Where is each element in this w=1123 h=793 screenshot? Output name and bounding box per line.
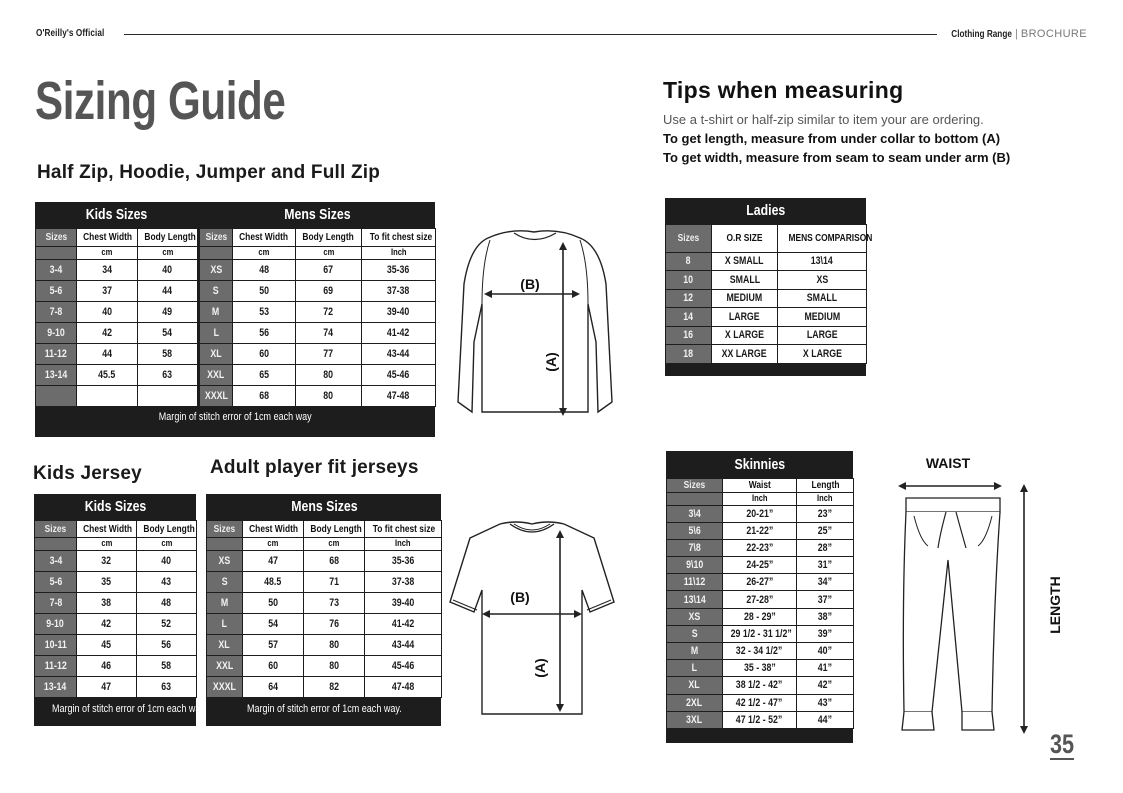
- table-cell: S: [667, 625, 723, 642]
- table-cell: cm: [233, 246, 296, 259]
- adult-jersey-size-table: [206, 494, 441, 726]
- header-rule: [124, 34, 937, 35]
- long-sleeve-length-label: (A): [543, 352, 559, 372]
- mens-sizes-title: Mens Sizes: [199, 202, 436, 228]
- table-cell: 23”: [797, 505, 854, 522]
- table-cell: 63: [137, 676, 197, 697]
- table-cell: [138, 385, 199, 406]
- table-cell: 9-10: [35, 613, 77, 634]
- table-row: [207, 592, 442, 613]
- table-cell: 32: [77, 550, 137, 571]
- table-cell: Body Length: [138, 228, 199, 246]
- table-cell: Chest Width: [77, 520, 137, 537]
- table-cell: 37-38: [362, 280, 436, 301]
- table-cell: 72: [296, 301, 362, 322]
- table-cell: 39-40: [365, 592, 442, 613]
- skinnies-size-table: [666, 451, 853, 743]
- table-cell: 29 1/2 - 31 1/2”: [723, 625, 797, 642]
- table-row: [666, 252, 867, 271]
- table-cell: 63: [138, 364, 199, 385]
- long-sleeve-diagram: [448, 224, 623, 419]
- kids-jersey-size-table: [34, 494, 207, 726]
- table-cell: 27-28”: [723, 591, 797, 608]
- table-row: [207, 571, 442, 592]
- table-cell: 50: [233, 280, 296, 301]
- table-cell: 82: [304, 676, 365, 697]
- table-cell: 68: [233, 385, 296, 406]
- table-title: Kids Sizes: [84, 498, 147, 516]
- table-cell: XS: [778, 271, 867, 290]
- table-cell: 47-48: [362, 385, 436, 406]
- table-cell: 28”: [797, 539, 854, 556]
- table-cell: 42 1/2 - 47”: [723, 694, 797, 711]
- table-row: [667, 660, 854, 677]
- table-cell: 3-4: [36, 259, 77, 280]
- tshirt-diagram: [444, 518, 619, 718]
- table-row: [35, 676, 197, 697]
- header-section-label: Clothing Range: [951, 29, 1012, 40]
- table-cell: cm: [304, 537, 365, 550]
- table-cell: Inch: [797, 492, 854, 505]
- table-row: [666, 271, 867, 290]
- table-cell: [207, 537, 243, 550]
- table-cell: Sizes: [199, 228, 233, 246]
- table-cell: O.R SIZE: [712, 224, 778, 252]
- table-cell: Body Length: [304, 520, 365, 537]
- table-cell: 54: [138, 322, 199, 343]
- table-cell: cm: [137, 537, 197, 550]
- table-cell: 35-36: [362, 259, 436, 280]
- table-cell: 80: [304, 655, 365, 676]
- table-cell: 49: [138, 301, 199, 322]
- table-cell: 77: [296, 343, 362, 364]
- kids-jersey-heading: Kids Jersey: [33, 463, 142, 484]
- table-cell: 10-11: [35, 634, 77, 655]
- table-cell: 28 - 29”: [723, 608, 797, 625]
- table-cell: 13-14: [35, 676, 77, 697]
- table-cell: XL: [207, 634, 243, 655]
- table-cell: 80: [296, 364, 362, 385]
- table-cell: 34: [77, 259, 138, 280]
- table-cell: XXXL: [207, 676, 243, 697]
- table-cell: 71: [304, 571, 365, 592]
- table-cell: 11\12: [667, 574, 723, 591]
- table-cell: 39”: [797, 625, 854, 642]
- table-cell: L: [207, 613, 243, 634]
- table-cell: 20-21”: [723, 505, 797, 522]
- page-number: 35: [1050, 729, 1075, 759]
- table-cell: 35 - 38”: [723, 660, 797, 677]
- table-cell: 40: [77, 301, 138, 322]
- table-cell: 32 - 34 1/2”: [723, 643, 797, 660]
- pants-diagram: [888, 450, 1063, 740]
- table-cell: LARGE: [778, 326, 867, 345]
- table-cell: Sizes: [667, 478, 723, 492]
- table-row: [207, 550, 442, 571]
- table-title: Skinnies: [734, 455, 786, 473]
- table-cell: To fit chest size: [365, 520, 442, 537]
- table-cell: 2XL: [667, 694, 723, 711]
- table-cell: 43: [137, 571, 197, 592]
- table-cell: 37: [77, 280, 138, 301]
- table-cell: 65: [233, 364, 296, 385]
- table-cell: 26-27”: [723, 574, 797, 591]
- table-cell: M: [199, 301, 233, 322]
- table-cell: 22-23”: [723, 539, 797, 556]
- table-cell: To fit chest size: [362, 228, 436, 246]
- table-row: [667, 677, 854, 694]
- table-cell: X LARGE: [778, 345, 867, 364]
- table-cell: 3-4: [35, 550, 77, 571]
- table-row: [36, 280, 436, 301]
- table-footer: Margin of stitch error of 1cm each way: [159, 411, 312, 424]
- table-cell: 45.5: [77, 364, 138, 385]
- table-cell: 10: [666, 271, 712, 290]
- table-cell: 50: [243, 592, 304, 613]
- pants-length-label: LENGTH: [1047, 576, 1063, 634]
- table-cell: M: [667, 643, 723, 660]
- table-cell: XXXL: [199, 385, 233, 406]
- table-cell: XS: [667, 608, 723, 625]
- table-cell: S: [207, 571, 243, 592]
- table-row: [207, 655, 442, 676]
- table-cell: L: [667, 660, 723, 677]
- table-row: [667, 643, 854, 660]
- table-cell: 21-22”: [723, 522, 797, 539]
- table-cell: 7-8: [36, 301, 77, 322]
- table-cell: 46: [77, 655, 137, 676]
- tshirt-width-label: (B): [510, 589, 530, 605]
- table-row: [667, 574, 854, 591]
- table-cell: Inch: [723, 492, 797, 505]
- table-cell: 38: [77, 592, 137, 613]
- table-cell: 56: [137, 634, 197, 655]
- table-cell: 74: [296, 322, 362, 343]
- table-row: [35, 655, 197, 676]
- table-cell: 13\14: [667, 591, 723, 608]
- table-row: [666, 326, 867, 345]
- table-cell: 35-36: [365, 550, 442, 571]
- table-cell: cm: [77, 246, 138, 259]
- table-cell: 5\6: [667, 522, 723, 539]
- table-row: [36, 259, 436, 280]
- table-cell: 45-46: [362, 364, 436, 385]
- table-cell: 25”: [797, 522, 854, 539]
- table-cell: 60: [243, 655, 304, 676]
- table-footer: Margin of stitch error of 1cm each way.: [246, 703, 402, 716]
- adult-jersey-heading: Adult player fit jerseys: [210, 457, 419, 478]
- table-cell: Waist: [723, 478, 797, 492]
- tshirt-length-label: (A): [532, 658, 548, 678]
- table-cell: 16: [666, 326, 712, 345]
- tips-line-1: Use a t-shirt or half-zip similar to item your are ordering.: [663, 112, 984, 127]
- table-cell: 73: [304, 592, 365, 613]
- table-cell: XXL: [199, 364, 233, 385]
- table-cell: 31”: [797, 557, 854, 574]
- table-row: [36, 385, 436, 406]
- table-cell: 48: [137, 592, 197, 613]
- table-cell: 57: [243, 634, 304, 655]
- table-cell: 37”: [797, 591, 854, 608]
- table-cell: 54: [243, 613, 304, 634]
- table-cell: 11-12: [36, 343, 77, 364]
- table-row: [666, 289, 867, 308]
- table-cell: 38 1/2 - 42”: [723, 677, 797, 694]
- table-cell: 40: [138, 259, 199, 280]
- table-cell: 5-6: [36, 280, 77, 301]
- table-cell: cm: [77, 537, 137, 550]
- table-cell: [35, 537, 77, 550]
- table-cell: XS: [207, 550, 243, 571]
- pants-waist-label: WAIST: [925, 455, 971, 471]
- table-cell: 58: [138, 343, 199, 364]
- table-cell: 80: [304, 634, 365, 655]
- table-cell: cm: [296, 246, 362, 259]
- table-row: [667, 539, 854, 556]
- table-cell: Sizes: [35, 520, 77, 537]
- table-cell: 44: [138, 280, 199, 301]
- table-cell: 56: [233, 322, 296, 343]
- table-cell: S: [199, 280, 233, 301]
- table-cell: Body Length: [296, 228, 362, 246]
- table-cell: 43-44: [362, 343, 436, 364]
- long-sleeve-width-label: (B): [520, 276, 540, 292]
- table-row: [667, 505, 854, 522]
- table-cell: 5-6: [35, 571, 77, 592]
- table-cell: MEDIUM: [778, 308, 867, 327]
- table-cell: 48: [233, 259, 296, 280]
- table-cell: 14: [666, 308, 712, 327]
- table-cell: XL: [667, 677, 723, 694]
- table-row: [207, 676, 442, 697]
- table-cell: 11-12: [35, 655, 77, 676]
- table-cell: M: [207, 592, 243, 613]
- table-cell: L: [199, 322, 233, 343]
- table-cell: 41-42: [365, 613, 442, 634]
- table-cell: 40”: [797, 643, 854, 660]
- table-cell: MENS COMPARISON: [778, 224, 867, 252]
- table-row: [666, 345, 867, 364]
- table-cell: XXL: [207, 655, 243, 676]
- table-title: Ladies: [746, 202, 786, 220]
- table-cell: 44”: [797, 711, 854, 728]
- table-row: [667, 557, 854, 574]
- table-cell: 9\10: [667, 557, 723, 574]
- table-cell: 48.5: [243, 571, 304, 592]
- table-cell: 45: [77, 634, 137, 655]
- table-cell: 47: [243, 550, 304, 571]
- table-row: [36, 343, 436, 364]
- table-cell: 53: [233, 301, 296, 322]
- header-brochure-label: BROCHURE: [1020, 28, 1087, 40]
- table-cell: 47-48: [365, 676, 442, 697]
- table-row: [36, 364, 436, 385]
- table-row: [35, 571, 197, 592]
- table-cell: 41”: [797, 660, 854, 677]
- table-cell: Inch: [362, 246, 436, 259]
- table-cell: [36, 246, 77, 259]
- tips-line-3: To get width, measure from seam to seam under arm (B): [663, 150, 1011, 165]
- table-cell: Chest Width: [233, 228, 296, 246]
- table-row: [35, 550, 197, 571]
- table-cell: 67: [296, 259, 362, 280]
- table-cell: 42: [77, 613, 137, 634]
- table-row: [207, 634, 442, 655]
- table-cell: 80: [296, 385, 362, 406]
- table-cell: Sizes: [666, 224, 712, 252]
- header-section: [938, 28, 1087, 40]
- table-row: [666, 308, 867, 327]
- table-cell: 69: [296, 280, 362, 301]
- table-cell: [36, 385, 77, 406]
- table-cell: SMALL: [778, 289, 867, 308]
- table-row: [207, 613, 442, 634]
- table-cell: 43”: [797, 694, 854, 711]
- table-cell: 42: [77, 322, 138, 343]
- table-cell: cm: [243, 537, 304, 550]
- table-cell: 24-25”: [723, 557, 797, 574]
- table-row: [35, 613, 197, 634]
- half-zip-heading: Half Zip, Hoodie, Jumper and Full Zip: [37, 162, 381, 183]
- table-cell: 13\14: [778, 252, 867, 271]
- table-row: [36, 322, 436, 343]
- table-cell: [199, 246, 233, 259]
- tips-line-2: To get length, measure from under collar to bottom (A): [663, 131, 1001, 146]
- table-cell: [667, 492, 723, 505]
- table-cell: cm: [138, 246, 199, 259]
- ladies-size-table: [665, 198, 873, 376]
- table-row: [667, 625, 854, 642]
- table-cell: Chest Width: [243, 520, 304, 537]
- table-footer: Margin of stitch error of 1cm each way.: [51, 703, 207, 716]
- table-cell: Body Length: [137, 520, 197, 537]
- table-cell: 68: [304, 550, 365, 571]
- table-cell: 47: [77, 676, 137, 697]
- table-cell: 64: [243, 676, 304, 697]
- table-cell: Sizes: [36, 228, 77, 246]
- table-cell: 40: [137, 550, 197, 571]
- kids-sizes-title: Kids Sizes: [85, 206, 148, 224]
- table-cell: 8: [666, 252, 712, 271]
- table-cell: 3XL: [667, 711, 723, 728]
- table-cell: Sizes: [207, 520, 243, 537]
- table-cell: 9-10: [36, 322, 77, 343]
- table-cell: Chest Width: [77, 228, 138, 246]
- table-cell: 45-46: [365, 655, 442, 676]
- table-cell: XS: [199, 259, 233, 280]
- table-cell: 41-42: [362, 322, 436, 343]
- table-cell: X LARGE: [712, 326, 778, 345]
- table-cell: 18: [666, 345, 712, 364]
- table-cell: 44: [77, 343, 138, 364]
- table-row: [667, 591, 854, 608]
- table-cell: Inch: [365, 537, 442, 550]
- table-row: [35, 592, 197, 613]
- table-cell: 34”: [797, 574, 854, 591]
- table-row: [667, 711, 854, 728]
- table-cell: 7-8: [35, 592, 77, 613]
- table-cell: 3\4: [667, 505, 723, 522]
- table-cell: X SMALL: [712, 252, 778, 271]
- table-cell: [77, 385, 138, 406]
- table-cell: 58: [137, 655, 197, 676]
- table-cell: 13-14: [36, 364, 77, 385]
- tips-heading: Tips when measuring: [663, 77, 904, 103]
- table-title: Mens Sizes: [290, 498, 358, 516]
- table-cell: MEDIUM: [712, 289, 778, 308]
- table-row: [667, 522, 854, 539]
- table-row: [667, 608, 854, 625]
- table-cell: XX LARGE: [712, 345, 778, 364]
- header-brand: O'Reilly's Official: [36, 28, 105, 39]
- header-separator: |: [1014, 28, 1018, 40]
- table-row: [35, 634, 197, 655]
- table-cell: 37-38: [365, 571, 442, 592]
- table-cell: 39-40: [362, 301, 436, 322]
- table-cell: 52: [137, 613, 197, 634]
- table-cell: 38”: [797, 608, 854, 625]
- table-cell: 42”: [797, 677, 854, 694]
- table-cell: 76: [304, 613, 365, 634]
- table-cell: 60: [233, 343, 296, 364]
- table-cell: 43-44: [365, 634, 442, 655]
- table-cell: 35: [77, 571, 137, 592]
- page-title: Sizing Guide: [35, 71, 286, 131]
- table-cell: XL: [199, 343, 233, 364]
- table-cell: 12: [666, 289, 712, 308]
- table-cell: LARGE: [712, 308, 778, 327]
- table-row: [667, 694, 854, 711]
- table-cell: Length: [797, 478, 854, 492]
- half-zip-size-table: [35, 202, 435, 437]
- table-row: [36, 301, 436, 322]
- table-cell: 7\8: [667, 539, 723, 556]
- table-cell: 47 1/2 - 52”: [723, 711, 797, 728]
- table-cell: SMALL: [712, 271, 778, 290]
